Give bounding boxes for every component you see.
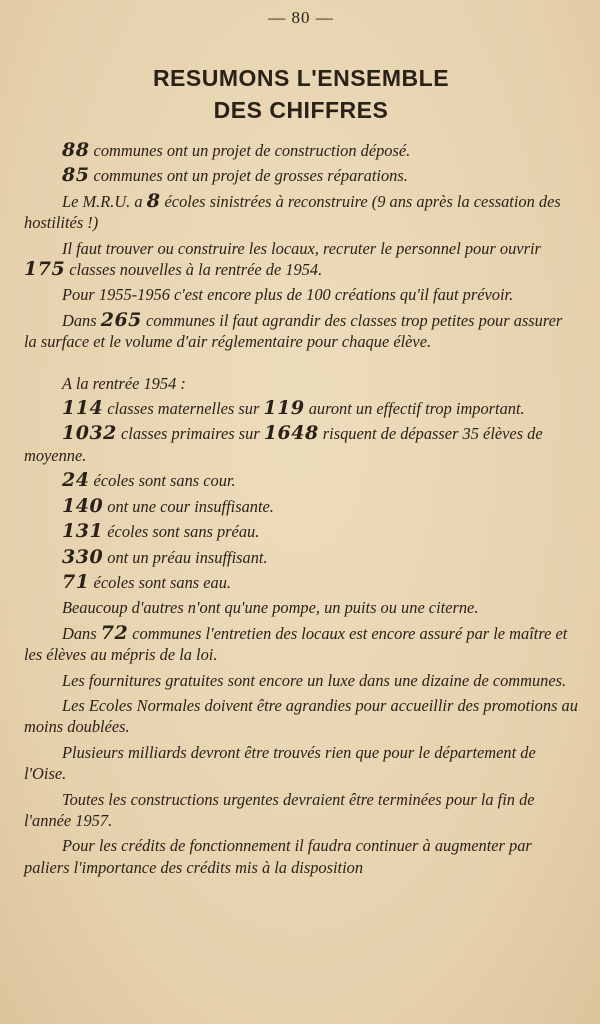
paragraph-3 (24, 191, 578, 234)
paragraph-16 (24, 623, 578, 666)
paragraph-text: Toutes les constructions urgentes devraient être terminées pour la fin de l'année 1957. (24, 789, 535, 830)
figure-number: 1032 (62, 422, 117, 445)
paragraph-14 (24, 572, 578, 593)
document-body (24, 140, 578, 878)
paragraph-1 (24, 140, 578, 161)
figure-number: 330 (62, 545, 104, 568)
paragraph-text: communes ont un projet de construction déposé. (89, 141, 411, 160)
paragraph-17 (24, 670, 578, 691)
paragraph-12 (24, 521, 578, 542)
paragraph-9 (24, 423, 578, 466)
figure-number: 8 (146, 189, 161, 212)
paragraph-text: ont un préau insuffisant. (103, 547, 268, 567)
paragraph-18 (24, 695, 578, 738)
paragraph-text: Les fournitures gratuites sont encore un luxe dans une dizaine de communes. (62, 670, 567, 690)
figure-number: 119 (263, 397, 305, 420)
paragraph-4 (24, 238, 578, 281)
paragraph-text: auront un effectif trop important. (304, 399, 525, 419)
paragraph-text: A la rentrée 1954 : (62, 373, 186, 393)
paragraph-text: Pour les crédits de fonctionnement il faudra continuer à augmenter par paliers l'importance des crédits mis à la disposition (24, 836, 532, 877)
paragraph-8 (24, 398, 578, 419)
paragraph-19 (24, 742, 578, 785)
paragraph-13 (24, 547, 578, 568)
paragraph-text: classes nouvelles à la rentrée de 1954. (65, 260, 323, 280)
paragraph-text: communes ont un projet de grosses réparations. (89, 166, 408, 186)
paragraph-20 (24, 789, 578, 832)
paragraph-text: Il faut trouver ou construire les locaux, recruter le personnel pour ouvrir (62, 238, 541, 258)
paragraph-text: écoles sont sans cour. (89, 471, 236, 491)
paragraph-text: Dans (62, 623, 101, 643)
title-line-1: RESUMONS L'ENSEMBLE (152, 65, 450, 91)
paragraph-text: écoles sont sans eau. (89, 572, 232, 592)
paragraph-text: risquent de dépasser 35 élèves de moyenne. (24, 424, 543, 465)
figure-number: 114 (62, 397, 104, 420)
paragraph-text: ont une cour insuffisante. (103, 496, 274, 516)
figure-number: 175 (24, 258, 66, 281)
paragraph-text: Pour 1955-1956 c'est encore plus de 100 créations qu'il faut prévoir. (62, 285, 514, 305)
paragraph-text: écoles sont sans préau. (103, 522, 260, 542)
figure-number: 85 (62, 164, 90, 187)
paragraph-11 (24, 496, 578, 517)
figure-number: 140 (62, 494, 104, 517)
paragraph-text: classes maternelles sur (103, 399, 264, 419)
paragraph-6 (24, 310, 578, 353)
page-title (24, 62, 578, 126)
figure-number: 265 (100, 308, 142, 331)
page-number: — 80 — (268, 8, 334, 27)
figure-number: 72 (100, 621, 129, 644)
paragraph-text: communes l'entretien des locaux est encore assuré par le maître et les élèves au mépris de la loi. (24, 623, 568, 665)
paragraph-text: écoles sinistrées à reconstruire (9 ans après la cessation des hostilités !) (24, 191, 561, 233)
paragraph-text: communes il faut agrandir des classes trop petites pour assurer la surface et le volume d'air réglementaire pour chaque élève. (24, 310, 563, 352)
figure-number: 131 (62, 520, 104, 543)
paragraph-2 (24, 165, 578, 186)
paragraph-10 (24, 470, 578, 491)
paragraph-21 (24, 835, 578, 878)
title-line-2: DES CHIFFRES (213, 97, 389, 123)
figure-number: 24 (62, 469, 90, 492)
paragraph-text: classes primaires sur (116, 424, 264, 444)
paragraph-15 (24, 597, 578, 618)
figure-number: 1648 (263, 422, 319, 445)
paragraph-text: Les Ecoles Normales doivent être agrandies pour accueillir des promotions au moins doublées. (24, 695, 578, 737)
paragraph-5 (24, 284, 578, 305)
figure-number: 88 (62, 139, 90, 161)
paragraph-7 (24, 373, 578, 394)
paragraph-text: Le M.R.U. a (62, 191, 147, 211)
paragraph-text: Plusieurs milliards devront être trouvés rien que pour le département de l'Oise. (24, 742, 536, 784)
paragraph-text: Dans (62, 310, 101, 330)
paragraph-text: Beaucoup d'autres n'ont qu'une pompe, un puits ou une citerne. (62, 598, 479, 618)
figure-number: 71 (62, 570, 90, 593)
